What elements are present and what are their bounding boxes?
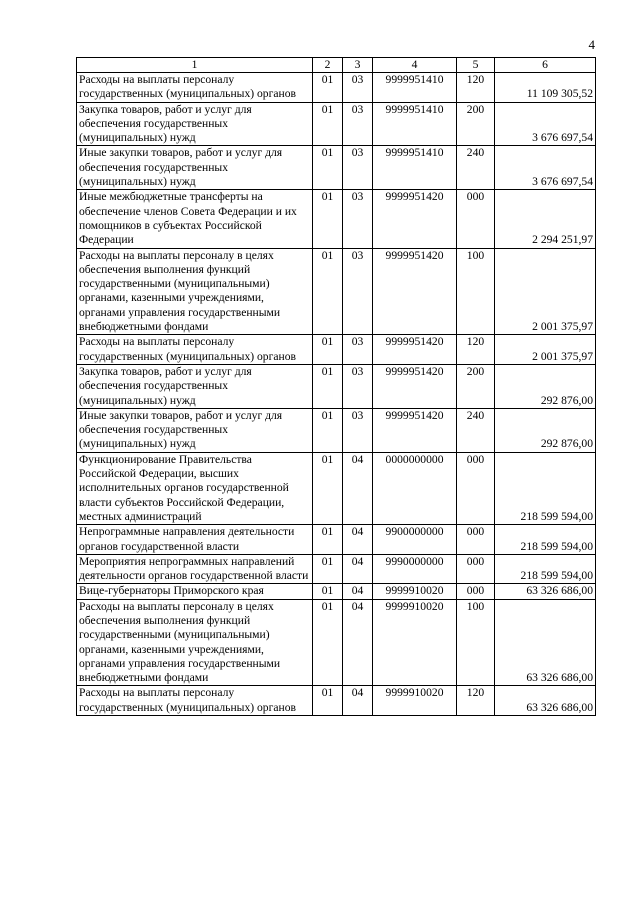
- expense-type-cell: 120: [457, 73, 495, 103]
- section-code-cell: 01: [313, 599, 343, 686]
- table-row: [77, 146, 596, 190]
- table-row: [77, 73, 596, 103]
- subsection-code-cell: 03: [343, 364, 373, 408]
- section-code-cell: 01: [313, 364, 343, 408]
- section-code-cell: 01: [313, 686, 343, 716]
- expense-type-cell: 200: [457, 102, 495, 146]
- section-code-cell: 01: [313, 248, 343, 335]
- amount-cell: 63 326 686,00: [495, 599, 596, 686]
- table-row: [77, 599, 596, 686]
- column-header: 2: [313, 58, 343, 73]
- target-article-cell: 9999951410: [373, 73, 457, 103]
- expense-type-cell: 240: [457, 146, 495, 190]
- table-row: [77, 335, 596, 365]
- amount-cell: 218 599 594,00: [495, 554, 596, 584]
- expense-type-cell: 000: [457, 452, 495, 524]
- target-article-cell: 9999951410: [373, 146, 457, 190]
- target-article-cell: 9900000000: [373, 525, 457, 555]
- amount-cell: 11 109 305,52: [495, 73, 596, 103]
- table-row: [77, 452, 596, 524]
- expense-type-cell: 120: [457, 686, 495, 716]
- subsection-code-cell: 03: [343, 248, 373, 335]
- amount-cell: 218 599 594,00: [495, 525, 596, 555]
- target-article-cell: 9999951410: [373, 102, 457, 146]
- row-name-cell: Мероприятия непрограммных направлений деятельности органов государственной власти: [77, 554, 313, 584]
- subsection-code-cell: 04: [343, 599, 373, 686]
- column-header: 1: [77, 58, 313, 73]
- amount-cell: 2 294 251,97: [495, 190, 596, 248]
- target-article-cell: 9999951420: [373, 364, 457, 408]
- target-article-cell: 9999951420: [373, 335, 457, 365]
- expense-type-cell: 100: [457, 248, 495, 335]
- expense-type-cell: 000: [457, 525, 495, 555]
- section-code-cell: 01: [313, 525, 343, 555]
- target-article-cell: 9999910020: [373, 686, 457, 716]
- row-name-cell: Расходы на выплаты персоналу государственных (муниципальных) органов: [77, 335, 313, 365]
- section-code-cell: 01: [313, 73, 343, 103]
- section-code-cell: 01: [313, 102, 343, 146]
- amount-cell: 292 876,00: [495, 408, 596, 452]
- subsection-code-cell: 03: [343, 102, 373, 146]
- table-row: [77, 248, 596, 335]
- subsection-code-cell: 03: [343, 335, 373, 365]
- row-name-cell: Непрограммные направления деятельности органов государственной власти: [77, 525, 313, 555]
- section-code-cell: 01: [313, 146, 343, 190]
- table-header-row: [77, 58, 596, 73]
- subsection-code-cell: 04: [343, 686, 373, 716]
- column-header: 5: [457, 58, 495, 73]
- table-row: [77, 408, 596, 452]
- row-name-cell: Вице-губернаторы Приморского края: [77, 584, 313, 599]
- expense-type-cell: 000: [457, 554, 495, 584]
- table-row: [77, 525, 596, 555]
- amount-cell: 3 676 697,54: [495, 146, 596, 190]
- table-row: [77, 364, 596, 408]
- column-header: 6: [495, 58, 596, 73]
- section-code-cell: 01: [313, 190, 343, 248]
- budget-table: [76, 57, 596, 716]
- row-name-cell: Расходы на выплаты персоналу государственных (муниципальных) органов: [77, 73, 313, 103]
- subsection-code-cell: 04: [343, 452, 373, 524]
- expense-type-cell: 120: [457, 335, 495, 365]
- row-name-cell: Расходы на выплаты персоналу государственных (муниципальных) органов: [77, 686, 313, 716]
- row-name-cell: Расходы на выплаты персоналу в целях обеспечения выполнения функций государственными (муниципальными) органами, казенными учреждениями, органами управления государственными внебюджетными фондами: [77, 248, 313, 335]
- amount-cell: 292 876,00: [495, 364, 596, 408]
- table-row: [77, 584, 596, 599]
- table-row: [77, 686, 596, 716]
- section-code-cell: 01: [313, 452, 343, 524]
- amount-cell: 63 326 686,00: [495, 584, 596, 599]
- row-name-cell: Закупка товаров, работ и услуг для обеспечения государственных (муниципальных) нужд: [77, 102, 313, 146]
- expense-type-cell: 240: [457, 408, 495, 452]
- expense-type-cell: 200: [457, 364, 495, 408]
- amount-cell: 63 326 686,00: [495, 686, 596, 716]
- target-article-cell: 9999951420: [373, 190, 457, 248]
- subsection-code-cell: 04: [343, 525, 373, 555]
- subsection-code-cell: 03: [343, 73, 373, 103]
- column-header: 4: [373, 58, 457, 73]
- table-row: [77, 554, 596, 584]
- section-code-cell: 01: [313, 335, 343, 365]
- section-code-cell: 01: [313, 584, 343, 599]
- row-name-cell: Закупка товаров, работ и услуг для обеспечения государственных (муниципальных) нужд: [77, 364, 313, 408]
- row-name-cell: Расходы на выплаты персоналу в целях обеспечения выполнения функций государственными (муниципальными) органами, казенными учреждениями, органами управления государственными внебюджетными фондами: [77, 599, 313, 686]
- target-article-cell: 0000000000: [373, 452, 457, 524]
- row-name-cell: Функционирование Правительства Российской Федерации, высших исполнительных органов государственной власти субъектов Российской Федерации, местных администраций: [77, 452, 313, 524]
- target-article-cell: 9990000000: [373, 554, 457, 584]
- expense-type-cell: 000: [457, 584, 495, 599]
- amount-cell: 3 676 697,54: [495, 102, 596, 146]
- expense-type-cell: 100: [457, 599, 495, 686]
- subsection-code-cell: 04: [343, 554, 373, 584]
- amount-cell: 218 599 594,00: [495, 452, 596, 524]
- row-name-cell: Иные закупки товаров, работ и услуг для обеспечения государственных (муниципальных) нужд: [77, 408, 313, 452]
- subsection-code-cell: 03: [343, 408, 373, 452]
- table-row: [77, 190, 596, 248]
- target-article-cell: 9999951420: [373, 248, 457, 335]
- subsection-code-cell: 04: [343, 584, 373, 599]
- target-article-cell: 9999910020: [373, 599, 457, 686]
- section-code-cell: 01: [313, 408, 343, 452]
- row-name-cell: Иные закупки товаров, работ и услуг для обеспечения государственных (муниципальных) нужд: [77, 146, 313, 190]
- amount-cell: 2 001 375,97: [495, 335, 596, 365]
- target-article-cell: 9999910020: [373, 584, 457, 599]
- amount-cell: 2 001 375,97: [495, 248, 596, 335]
- target-article-cell: 9999951420: [373, 408, 457, 452]
- subsection-code-cell: 03: [343, 146, 373, 190]
- expense-type-cell: 000: [457, 190, 495, 248]
- row-name-cell: Иные межбюджетные трансферты на обеспечение членов Совета Федерации и их помощников в субъектах Российской Федерации: [77, 190, 313, 248]
- table-body: [77, 73, 596, 716]
- table-row: [77, 102, 596, 146]
- subsection-code-cell: 03: [343, 190, 373, 248]
- section-code-cell: 01: [313, 554, 343, 584]
- page-number: 4: [588, 37, 595, 52]
- column-header: 3: [343, 58, 373, 73]
